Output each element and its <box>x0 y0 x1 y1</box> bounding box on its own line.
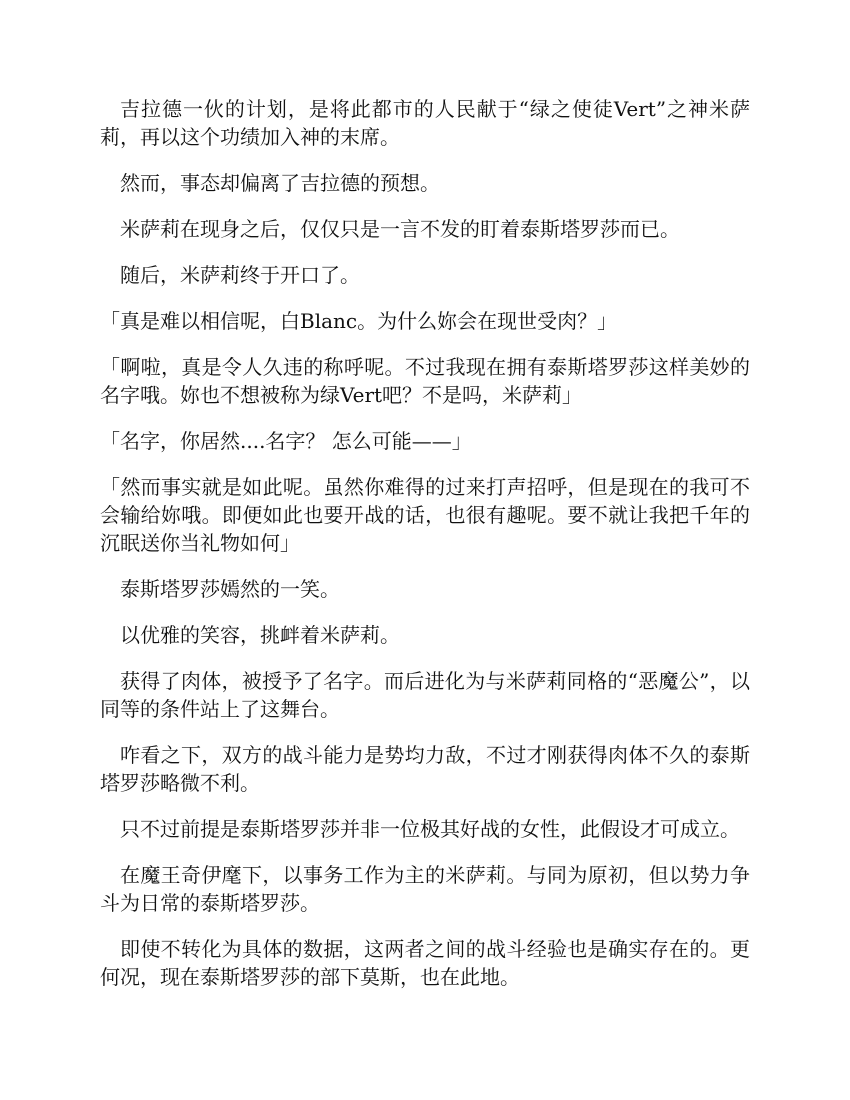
paragraph: 然而，事态却偏离了吉拉德的预想。 <box>120 171 440 195</box>
paragraph: 随后，米萨莉终于开口了。 <box>120 263 360 287</box>
dialogue-line: 「名字，你居然....名字？ 怎么可能——」 <box>100 429 472 453</box>
paragraph: 泰斯塔罗莎嫣然的一笑。 <box>120 577 340 601</box>
paragraph: 吉拉德一伙的计划，是将此都市的人民献于“绿之使徒Vert”之神米萨莉，再以这个功绩加入神的末席。 <box>100 97 750 149</box>
page-body <box>100 95 750 1009</box>
paragraph: 在魔王奇伊麾下，以事务工作为主的米萨莉。与同为原初，但以势力争斗为日常的泰斯塔罗莎。 <box>100 863 750 915</box>
paragraph: 获得了肉体，被授予了名字。而后进化为与米萨莉同格的“恶魔公”，以同等的条件站上了这舞台。 <box>100 669 750 721</box>
dialogue-line: 「然而事实就是如此呢。虽然你难得的过来打声招呼，但是现在的我可不会输给妳哦。即便如此也要开战的话，也很有趣呢。要不就让我把千年的沉眠送你当礼物如何」 <box>100 475 750 555</box>
paragraph: 即使不转化为具体的数据，这两者之间的战斗经验也是确实存在的。更何况，现在泰斯塔罗莎的部下莫斯，也在此地。 <box>100 937 750 989</box>
paragraph: 以优雅的笑容，挑衅着米萨莉。 <box>120 623 400 647</box>
dialogue-line: 「啊啦，真是令人久违的称呼呢。不过我现在拥有泰斯塔罗莎这样美妙的名字哦。妳也不想被称为绿Vert吧？不是吗，米萨莉」 <box>100 355 750 407</box>
paragraph: 咋看之下，双方的战斗能力是势均力敌，不过才刚获得肉体不久的泰斯塔罗莎略微不利。 <box>100 743 750 795</box>
paragraph: 只不过前提是泰斯塔罗莎并非一位极其好战的女性，此假设才可成立。 <box>120 817 740 841</box>
dialogue-line: 「真是难以相信呢，白Blanc。为什么妳会在现世受肉？」 <box>100 309 618 333</box>
paragraph: 米萨莉在现身之后，仅仅只是一言不发的盯着泰斯塔罗莎而已。 <box>120 217 680 241</box>
